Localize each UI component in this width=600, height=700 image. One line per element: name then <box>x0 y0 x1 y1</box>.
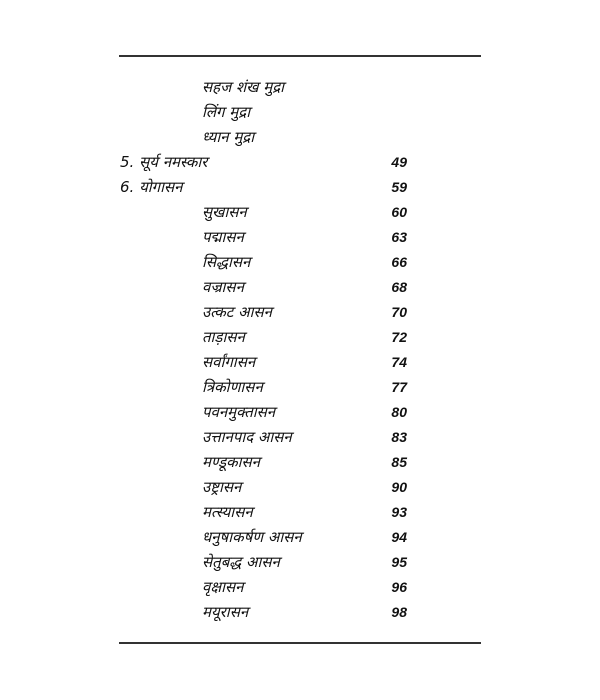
toc-row <box>0 300 600 325</box>
bottom-divider <box>119 642 481 644</box>
toc-row <box>0 125 600 150</box>
toc-entry-title: लिंग मुद्रा <box>202 103 251 121</box>
toc-entry-title: सहज शंख मुद्रा <box>202 78 285 96</box>
table-of-contents <box>0 75 600 625</box>
toc-row <box>0 500 600 525</box>
toc-page-number: 68 <box>391 279 407 295</box>
toc-page-number: 83 <box>391 429 407 445</box>
toc-row <box>0 250 600 275</box>
toc-entry-title: धनुषाकर्षण आसन <box>202 528 302 546</box>
toc-page-number: 90 <box>391 479 407 495</box>
toc-entry-title: उष्ट्रासन <box>202 478 242 496</box>
toc-entry-title: सुखासन <box>202 203 247 221</box>
toc-page-number: 74 <box>391 354 407 370</box>
toc-page-number: 80 <box>391 404 407 420</box>
toc-page-number: 59 <box>391 179 407 195</box>
toc-entry-title: ध्यान मुद्रा <box>202 128 255 146</box>
toc-page-number: 49 <box>391 154 407 170</box>
toc-row <box>0 225 600 250</box>
toc-entry-title: सर्वांगासन <box>202 353 256 371</box>
toc-row <box>0 475 600 500</box>
toc-row <box>0 275 600 300</box>
toc-page-number: 95 <box>391 554 407 570</box>
toc-entry-title: पद्मासन <box>202 228 244 246</box>
toc-row <box>0 450 600 475</box>
toc-entry-title: वृक्षासन <box>202 578 244 596</box>
top-divider <box>119 55 481 57</box>
toc-section-row <box>0 175 600 200</box>
toc-row <box>0 75 600 100</box>
toc-page-number: 66 <box>391 254 407 270</box>
toc-section-row <box>0 150 600 175</box>
toc-entry-title: सेतुबद्ध आसन <box>202 553 280 571</box>
toc-row <box>0 100 600 125</box>
toc-row <box>0 350 600 375</box>
toc-row <box>0 400 600 425</box>
toc-row <box>0 525 600 550</box>
toc-entry-title: सिद्धासन <box>202 253 251 271</box>
toc-page-number: 93 <box>391 504 407 520</box>
toc-row <box>0 600 600 625</box>
toc-entry-title: मत्स्यासन <box>202 503 253 521</box>
toc-page-number: 85 <box>391 454 407 470</box>
toc-row <box>0 425 600 450</box>
toc-section-title: 5. सूर्य नमस्कार <box>120 153 208 171</box>
toc-entry-title: उत्तानपाद आसन <box>202 428 292 446</box>
toc-page-number: 96 <box>391 579 407 595</box>
toc-entry-title: पवनमुक्तासन <box>202 403 276 421</box>
toc-page-number: 63 <box>391 229 407 245</box>
toc-page-number: 60 <box>391 204 407 220</box>
toc-entry-title: वज्रासन <box>202 278 244 296</box>
toc-page-number: 98 <box>391 604 407 620</box>
toc-page-number: 72 <box>391 329 407 345</box>
toc-entry-title: त्रिकोणासन <box>202 378 263 396</box>
toc-entry-title: उत्कट आसन <box>202 303 272 321</box>
toc-row <box>0 325 600 350</box>
toc-page-number: 77 <box>391 379 407 395</box>
toc-page-number: 70 <box>391 304 407 320</box>
toc-row <box>0 550 600 575</box>
toc-entry-title: मयूरासन <box>202 603 249 621</box>
toc-entry-title: ताड़ासन <box>202 328 245 346</box>
toc-page-number: 94 <box>391 529 407 545</box>
toc-row <box>0 375 600 400</box>
toc-row <box>0 200 600 225</box>
toc-row <box>0 575 600 600</box>
toc-section-title: 6. योगासन <box>120 178 183 196</box>
toc-entry-title: मण्डूकासन <box>202 453 260 471</box>
